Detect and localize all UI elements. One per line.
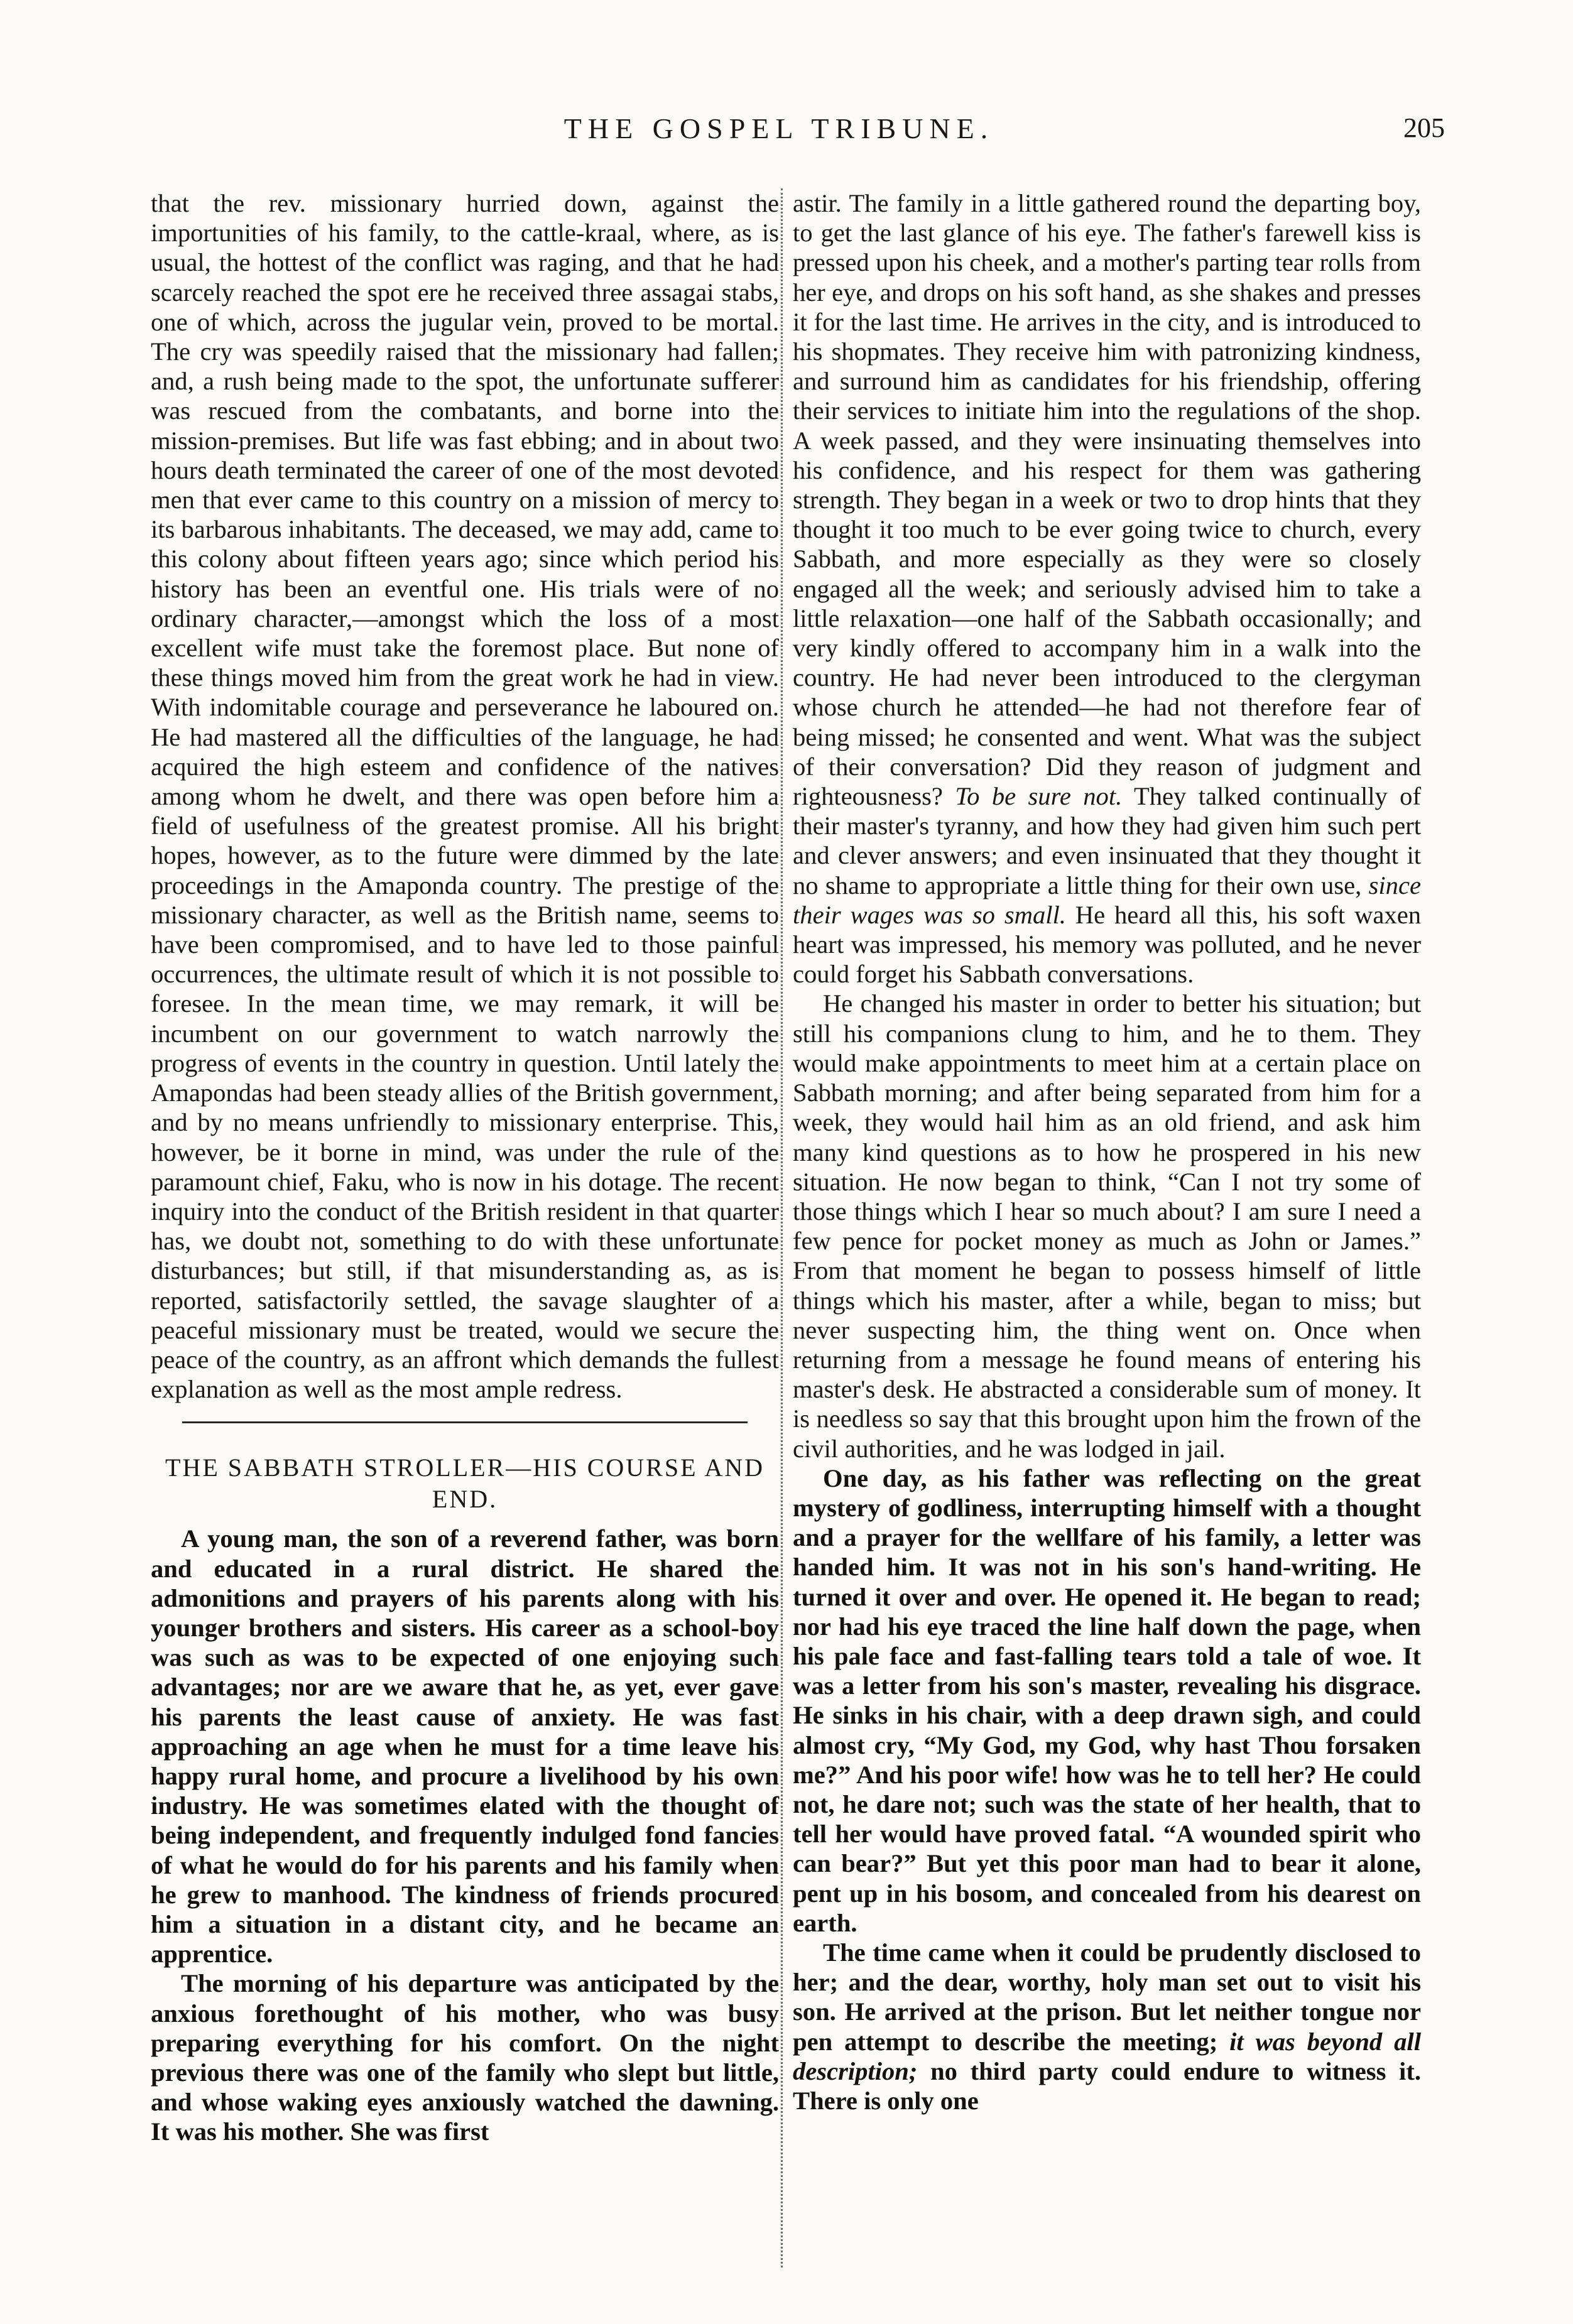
paragraph-text: The time came when it could be prudently disclosed to her; and the dear, worthy, holy man set out to visit his son. He arrived at the prison. But let neither tongue nor pen attempt to describe the meeting;	[793, 1938, 1421, 2056]
italic-text: To be sure not.	[955, 782, 1123, 811]
paragraph-text: He heard all this, his soft waxen heart was impressed, his memory was polluted, and he never could forget his Sabbath conversations.	[793, 900, 1421, 989]
article-body-right	[793, 1463, 1421, 2115]
section-divider	[182, 1421, 748, 1423]
running-title: THE GOSPEL TRIBUNE.	[563, 112, 994, 144]
paragraph	[793, 1938, 1421, 2115]
italic-text: since their wages was so small.	[793, 871, 1421, 929]
article-body-left	[151, 1524, 779, 2146]
continued-paragraph	[793, 188, 1421, 989]
paragraph-text: astir. The family in a little gathered round the departing boy, to get the last glance of his eye. The father's farewell kiss is pressed upon his cheek, and a mother's parting tear rolls from her eye, and drops on his soft hand, as she shakes and presses it for the last time. He arrives in the city, and is introduced to his shopmates. They receive him with patronizing kindness, and surround him as candidates for his friendship, offering their services to initiate him into the regulations of the shop. A week passed, and they were insinuating themselves into his confidence, and his respect for them was gathering strength. They began in a week or two to drop hints that they thought it too much to be ever going twice to church, every Sabbath, and more especially as they were so closely engaged all the week; and seriously advised him to take a little relaxation—one half of the Sabbath occasionally; and very kindly offered to accompany him in a walk into the country. He had never been introduced to the clergyman whose church he attended—he had not therefore fear of being missed; he consented and went. What was the subject of their conversation? Did they reason of judgment and righteousness?	[793, 189, 1421, 811]
paragraph: One day, as his father was reflecting on the great mystery of godliness, interrupting himself with a thought and a prayer for the wellfare of his family, a letter was handed him. It was not in his son's hand-writing. He turned it over and over. He opened it. He began to read; nor had his eye traced the line half down the page, when his pale face and fast-falling tears told a tale of woe. It was a letter from his son's master, revealing his disgrace. He sinks in his chair, with a deep drawn sigh, and could almost cry, “My God, my God, why hast Thou forsaken me?” And his poor wife! how was he to tell her? He could not, he dare not; such was the state of her health, that to tell her would have proved fatal. “A wounded spirit who can bear?” But yet this poor man had to bear it alone, pent up in his bosom, and concealed from his dearest on earth.	[793, 1463, 1421, 1937]
left-column	[151, 188, 779, 2147]
article-heading: THE SABBATH STROLLER—HIS COURSE AND END.	[165, 1453, 765, 1514]
paragraph-text: They talked continually of their master's tyranny, and how they had given him such pert and clever answers; and even insinuated that they thought it no shame to appropriate a little thing for their own use,	[793, 782, 1421, 899]
continued-paragraph: that the rev. missionary hurried down, against the importunities of his family, to the cattle-kraal, where, as is usual, the hottest of the conflict was raging, and that he had scarcely reached the spot ere he received three assagai stabs, one of which, across the jugular vein, proved to be mortal. The cry was speedily raised that the missionary had fallen; and, a rush being made to the spot, the unfortunate sufferer was rescued from the combatants, and borne into the mission-premises. But life was fast ebbing; and in about two hours death terminated the career of one of the most devoted men that ever came to this country on a mission of mercy to its barbarous inhabitants. The deceased, we may add, came to this colony about fifteen years ago; since which period his history has been an eventful one. His trials were of no ordinary character,—amongst which the loss of a most excellent wife must take the foremost place. But none of these things moved him from the great work he had in view. With indomitable courage and perseverance he laboured on. He had mastered all the difficulties of the language, he had acquired the high esteem and confidence of the natives among whom he dwelt, and there was open before him a field of usefulness of the greatest promise. All his bright hopes, however, as to the future were dimmed by the late proceedings in the Amaponda country. The prestige of the missionary character, as well as the British name, seems to have been compromised, and to have led to those painful occurrences, the ultimate result of which it is not possible to foresee. In the mean time, we may remark, it will be incumbent on our government to watch narrowly the progress of events in the country in question. Until lately the Amapondas had been steady allies of the British government, and by no means unfriendly to missionary enterprise. This, however, be it borne in mind, was under the rule of the paramount chief, Faku, who is now in his dotage. The recent inquiry into the conduct of the British resident in that quarter has, we doubt not, something to do with these unfortunate disturbances; but still, if that misunderstanding as, as is reported, satisfactorily settled, the savage slaughter of a peaceful missionary must be treated, would we secure the peace of the country, as an affront which demands the fullest explanation as well as the most ample redress.	[151, 189, 779, 1404]
paragraph-text: no third party could endure to witness it. There is only one	[793, 2056, 1421, 2115]
right-column	[793, 188, 1421, 2115]
page-number: 205	[1403, 112, 1445, 143]
page-header	[113, 100, 1445, 157]
paragraph: A young man, the son of a reverend father, was born and educated in a rural district. He shared the admonitions and prayers of his parents along with his younger brothers and sisters. His career as a school-boy was such as was to be expected of one enjoying such advantages; nor are we aware that he, as yet, ever gave his parents the least cause of anxiety. He was fast approaching an age when he must for a time leave his happy rural home, and procure a livelihood by his own industry. He was sometimes elated with the thought of being independent, and frequently indulged fond fancies of what he would do for his parents and his family when he grew to manhood. The kindness of friends procured him a situation in a distant city, and he became an apprentice.	[151, 1524, 779, 1968]
paragraph: He changed his master in order to better his situation; but still his companions clung to him, and he to them. They would make appointments to meet him at a certain place on Sabbath morning; and after being separated from him for a week, they would hail him as an old friend, and ask him many kind questions as to how he prospered in his new situation. He now began to think, “Can I not try some of those things which I hear so much about? I am sure I need a few pence for pocket money as much as John or James.” From that moment he began to possess himself of little things which his master, after a while, began to miss; but never suspecting him, the thing went on. Once when returning from a message he found means of entering his master's desk. He abstracted a considerable sum of money. It is needless so say that this brought upon him the frown of the civil authorities, and he was lodged in jail.	[793, 989, 1421, 1463]
column-divider	[781, 188, 783, 2267]
italic-text: it was beyond all description;	[793, 2027, 1421, 2085]
paragraph: The morning of his departure was anticipated by the anxious forethought of his mother, who was busy preparing everything for his comfort. On the night previous there was one of the family who slept but little, and whose waking eyes anxiously watched the dawning. It was his mother. She was first	[151, 1969, 779, 2146]
